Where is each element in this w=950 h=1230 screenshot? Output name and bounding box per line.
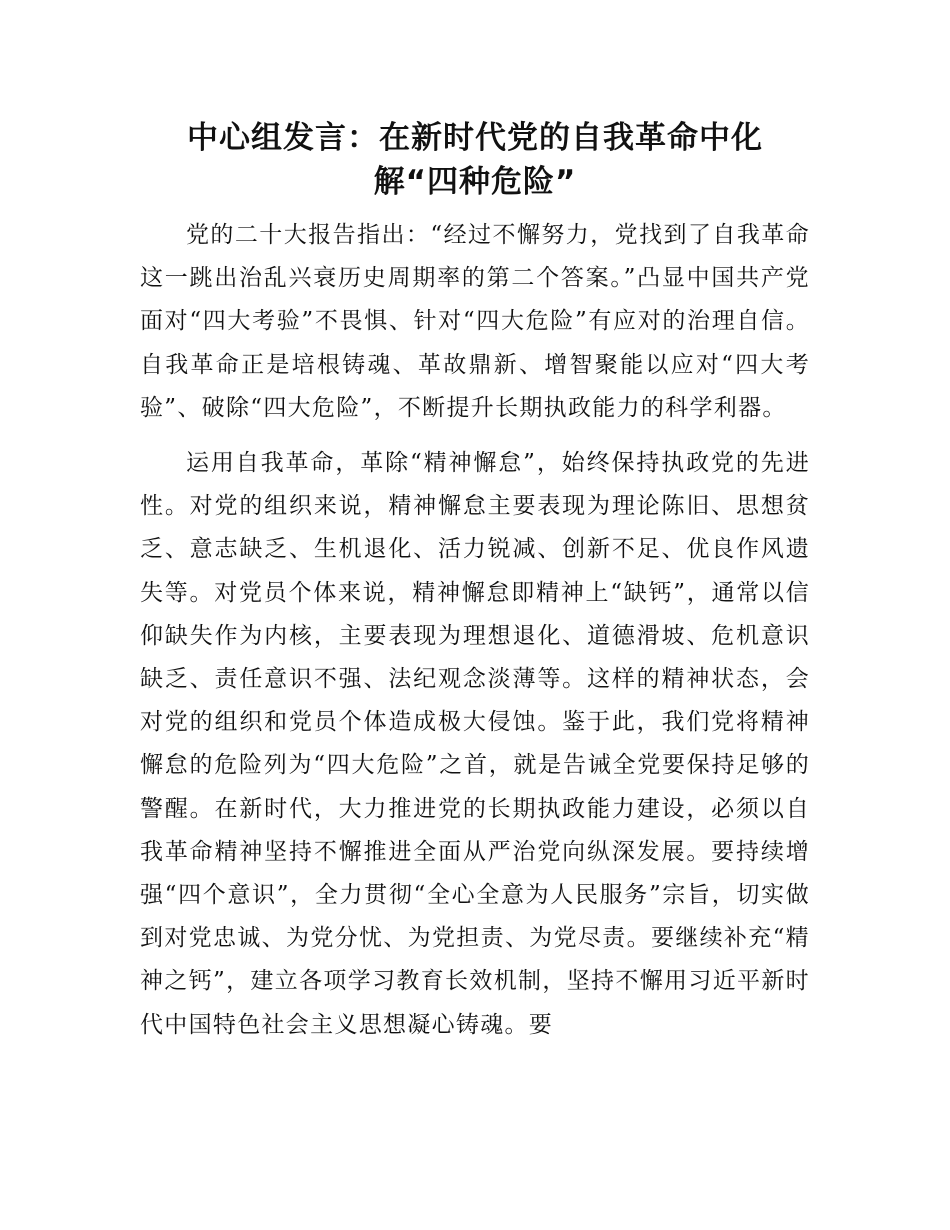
document-title (140, 116, 810, 204)
body-paragraph-1: 党的二十大报告指出：“经过不懈努力，党找到了自我革命这一跳出治乱兴衰历史周期率的第二个答案。”凸显中国共产党面对“四大考验”不畏惧、针对“四大危险”有应对的治理自信。自我革命正是培根铸魂、革故鼎新、增智聚能以应对“四大考验”、破除“四大危险”，不断提升长期执政能力的科学利器。 (140, 222, 810, 421)
document-title-line-2: 解“四种危险” (373, 164, 577, 200)
document-title-line-1: 中心组发言：在新时代党的自我革命中化 (187, 120, 763, 156)
document-body (140, 214, 810, 1047)
body-paragraph-2: 运用自我革命，革除“精神懈怠”，始终保持执政党的先进性。对党的组织来说，精神懈怠主要表现为理论陈旧、思想贫乏、意志缺乏、生机退化、活力锐减、创新不足、优良作风遗失等。对党员个体来说，精神懈怠即精神上“缺钙”，通常以信仰缺失作为内核，主要表现为理想退化、道德滑坡、危机意识缺乏、责任意识不强、法纪观念淡薄等。这样的精神状态，会对党的组织和党员个体造成极大侵蚀。鉴于此，我们党将精神懈怠的危险列为“四大危险”之首，就是告诫全党要保持足够的警醒。在新时代，大力推进党的长期执政能力建设，必须以自我革命精神坚持不懈推进全面从严治党向纵深发展。要持续增强“四个意识”，全力贯彻“全心全意为人民服务”宗旨，切实做到对党忠诚、为党分忧、为党担责、为党尽责。要继续补充“精神之钙”，建立各项学习教育长效机制，坚持不懈用习近平新时代中国特色社会主义思想凝心铸魂。要 (140, 450, 810, 1038)
